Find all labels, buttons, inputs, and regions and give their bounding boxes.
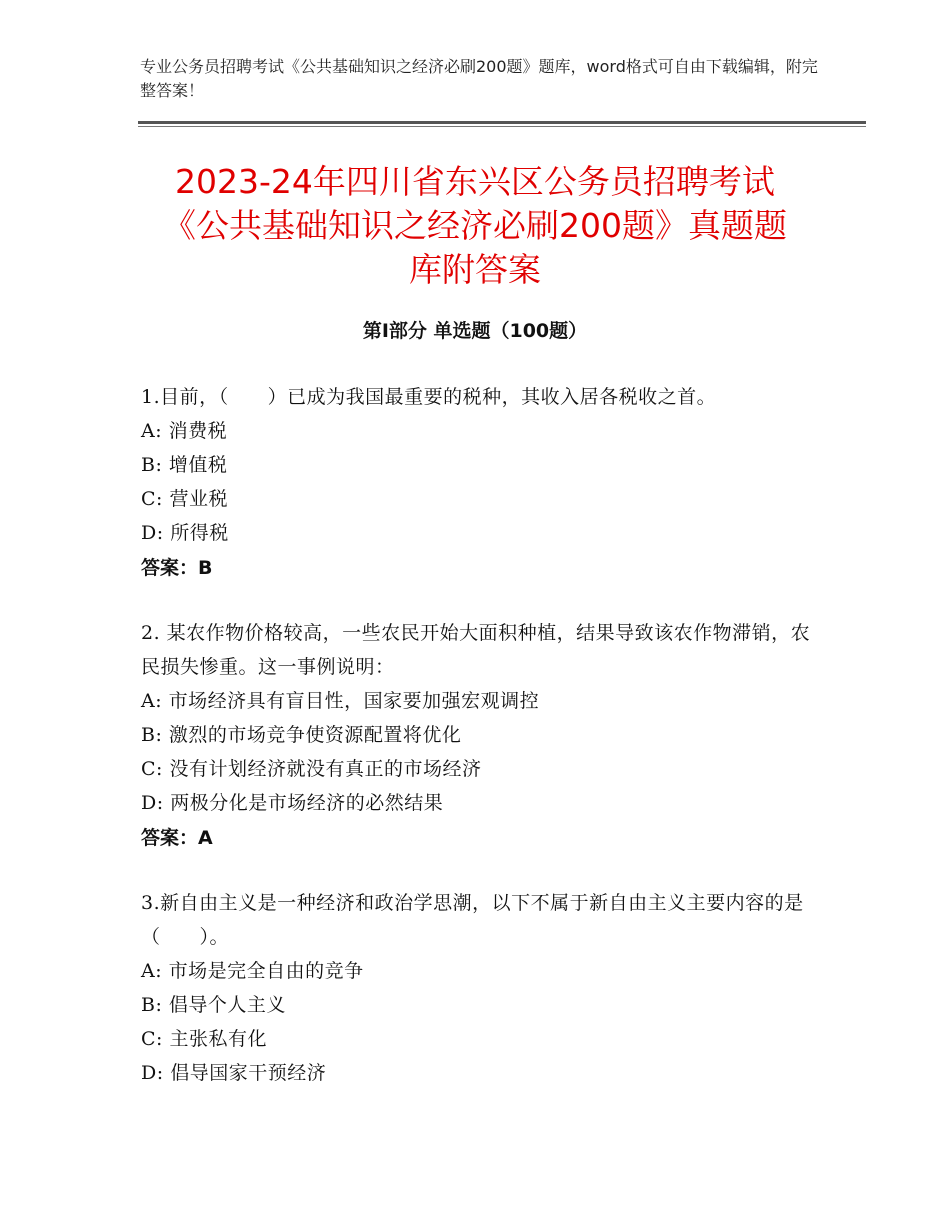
- option-text: 营业税: [169, 488, 229, 510]
- header-note: 专业公务员招聘考试《公共基础知识之经济必刷200题》题库，word格式可自由下载编辑，附完整答案！: [140, 57, 818, 100]
- option-letter: D:: [141, 792, 164, 814]
- option-a: [141, 684, 821, 718]
- question-3: [141, 886, 821, 1090]
- question-stem: 1.目前，（ ）已成为我国最重要的税种，其收入居各税收之首。: [141, 386, 717, 408]
- option-letter: D:: [141, 522, 164, 544]
- title-line: 库附答案: [409, 250, 541, 289]
- option-b: [141, 988, 821, 1022]
- option-letter: B:: [141, 994, 163, 1016]
- option-text: 增值税: [168, 454, 228, 476]
- option-letter: B:: [141, 724, 163, 746]
- question-list: [141, 380, 821, 1120]
- option-text: 没有计划经济就没有真正的市场经济: [169, 758, 482, 780]
- option-letter: A:: [141, 690, 163, 712]
- question-stem: 2. 某农作物价格较高，一些农民开始大面积种植，结果导致该农作物滞销，农民损失惨重。这一事例说明：: [141, 622, 811, 678]
- option-b: [141, 718, 821, 752]
- header-rule-thick: [138, 121, 866, 124]
- option-text: 消费税: [168, 420, 228, 442]
- option-c: [141, 482, 821, 516]
- section-heading: 第Ⅰ部分 单选题（100题）: [362, 320, 588, 342]
- option-letter: C:: [141, 758, 163, 780]
- option-d: [141, 516, 821, 550]
- title-line: 《公共基础知识之经济必刷200题》真题题: [163, 206, 787, 245]
- option-b: [141, 448, 821, 482]
- option-letter: C:: [141, 488, 163, 510]
- option-c: [141, 1022, 821, 1056]
- question-2: [141, 616, 821, 856]
- option-text: 倡导个人主义: [168, 994, 286, 1016]
- option-d: [141, 786, 821, 820]
- option-letter: C:: [141, 1028, 163, 1050]
- option-text: 两极分化是市场经济的必然结果: [170, 792, 444, 814]
- question-stem: 3.新自由主义是一种经济和政治学思潮，以下不属于新自由主义主要内容的是（ ）。: [141, 892, 804, 948]
- option-letter: A:: [141, 960, 163, 982]
- answer-line: 答案：A: [141, 827, 213, 849]
- option-text: 主张私有化: [169, 1028, 268, 1050]
- option-letter: B:: [141, 454, 163, 476]
- option-text: 激烈的市场竞争使资源配置将优化: [168, 724, 462, 746]
- document-title: [138, 160, 812, 292]
- option-letter: A:: [141, 420, 163, 442]
- option-a: [141, 954, 821, 988]
- header-rule-thin: [138, 126, 866, 127]
- answer-line: 答案：B: [141, 557, 213, 579]
- option-letter: D:: [141, 1062, 164, 1084]
- question-1: [141, 380, 821, 586]
- option-text: 倡导国家干预经济: [170, 1062, 327, 1084]
- option-text: 所得税: [170, 522, 229, 544]
- option-a: [141, 414, 821, 448]
- option-text: 市场经济具有盲目性，国家要加强宏观调控: [168, 690, 540, 712]
- option-text: 市场是完全自由的竞争: [168, 960, 364, 982]
- title-line: 2023-24年四川省东兴区公务员招聘考试: [175, 162, 775, 201]
- option-d: [141, 1056, 821, 1090]
- option-c: [141, 752, 821, 786]
